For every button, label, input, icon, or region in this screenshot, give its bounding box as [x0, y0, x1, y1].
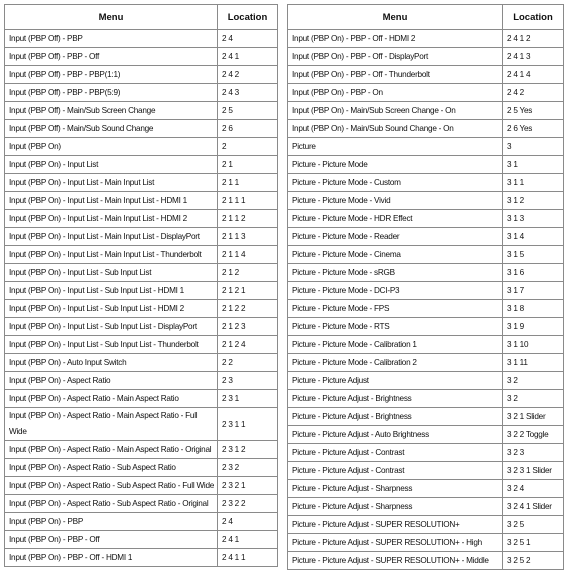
- location-cell: 3 1 4: [503, 228, 564, 246]
- menu-path-cell: Picture - Picture Mode - HDR Effect: [288, 210, 503, 228]
- location-cell: 3 1 6: [503, 264, 564, 282]
- menu-path-cell: Picture - Picture Adjust - SUPER RESOLUTION+ - Middle: [288, 552, 503, 570]
- location-cell: 2 1: [218, 156, 278, 174]
- location-cell: 2 4 2: [218, 66, 278, 84]
- location-cell: 2 1 1: [218, 174, 278, 192]
- menu-path-cell: Input (PBP Off) - PBP - PBP(1:1): [5, 66, 218, 84]
- table-row: [288, 84, 564, 102]
- location-cell: 3 2 2 Toggle: [503, 426, 564, 444]
- table-row: [5, 531, 278, 549]
- table-row: [5, 48, 278, 66]
- table-header-row: [5, 5, 278, 30]
- location-cell: 3 1 8: [503, 300, 564, 318]
- menu-path-cell: Picture - Picture Mode - Cinema: [288, 246, 503, 264]
- location-cell: 2 4 1 4: [503, 66, 564, 84]
- table-row: [5, 210, 278, 228]
- location-cell: 3 1 1: [503, 174, 564, 192]
- menu-path-cell: Picture - Picture Mode - sRGB: [288, 264, 503, 282]
- table-row: [5, 264, 278, 282]
- table-row: [288, 246, 564, 264]
- menu-path-cell: Input (PBP On) - Input List - Main Input List: [5, 174, 218, 192]
- menu-path-cell: Input (PBP On) - Input List - Main Input List - HDMI 2: [5, 210, 218, 228]
- table-row: [288, 426, 564, 444]
- location-cell: 2 6: [218, 120, 278, 138]
- menu-path-cell: Input (PBP On): [5, 138, 218, 156]
- table-row: [5, 66, 278, 84]
- location-column-header: Location: [503, 5, 564, 30]
- menu-column-header: Menu: [5, 5, 218, 30]
- location-cell: 3 1 5: [503, 246, 564, 264]
- table-row: [288, 174, 564, 192]
- table-row: [288, 480, 564, 498]
- menu-path-cell: Input (PBP On) - Input List - Sub Input List - DisplayPort: [5, 318, 218, 336]
- table-row: [288, 264, 564, 282]
- table-row: [5, 84, 278, 102]
- location-column-header: Location: [218, 5, 278, 30]
- location-cell: 2 1 1 3: [218, 228, 278, 246]
- menu-table-left-body: [5, 30, 278, 567]
- menu-path-cell: Input (PBP On) - Main/Sub Screen Change - On: [288, 102, 503, 120]
- table-row: [288, 192, 564, 210]
- table-row: [288, 516, 564, 534]
- table-row: [5, 549, 278, 567]
- location-cell: 2 1 2 1: [218, 282, 278, 300]
- menu-path-cell: Input (PBP On) - PBP - Off - HDMI 2: [288, 30, 503, 48]
- table-row: [288, 534, 564, 552]
- menu-path-cell: Input (PBP Off) - PBP: [5, 30, 218, 48]
- location-cell: 2 5 Yes: [503, 102, 564, 120]
- menu-path-cell: Picture - Picture Adjust: [288, 372, 503, 390]
- menu-path-cell: Picture - Picture Mode: [288, 156, 503, 174]
- table-row: [5, 372, 278, 390]
- menu-path-cell: Picture: [288, 138, 503, 156]
- menu-path-cell: Picture - Picture Adjust - SUPER RESOLUTION+ - High: [288, 534, 503, 552]
- location-cell: 2 1 2 3: [218, 318, 278, 336]
- menu-path-cell: Input (PBP On) - Input List - Sub Input List - HDMI 2: [5, 300, 218, 318]
- location-cell: 3 1 2: [503, 192, 564, 210]
- table-row: [5, 390, 278, 408]
- menu-path-cell: Picture - Picture Adjust - Sharpness: [288, 498, 503, 516]
- location-cell: 2 3 1 1: [218, 408, 278, 441]
- menu-path-cell: Picture - Picture Mode - Reader: [288, 228, 503, 246]
- table-row: [5, 138, 278, 156]
- location-cell: 2 1 1 4: [218, 246, 278, 264]
- table-row: [288, 444, 564, 462]
- table-row: [288, 372, 564, 390]
- menu-path-cell: Picture - Picture Mode - RTS: [288, 318, 503, 336]
- menu-path-cell: Picture - Picture Mode - Custom: [288, 174, 503, 192]
- menu-path-cell: Picture - Picture Adjust - Brightness: [288, 390, 503, 408]
- table-row: [288, 30, 564, 48]
- location-cell: 3 2: [503, 372, 564, 390]
- menu-column-header: Menu: [288, 5, 503, 30]
- table-row: [5, 513, 278, 531]
- table-row: [288, 102, 564, 120]
- location-cell: 3 2: [503, 390, 564, 408]
- menu-path-cell: Picture - Picture Mode - Vivid: [288, 192, 503, 210]
- location-cell: 3 2 3: [503, 444, 564, 462]
- location-cell: 2 6 Yes: [503, 120, 564, 138]
- table-row: [288, 318, 564, 336]
- table-row: [288, 66, 564, 84]
- table-row: [288, 120, 564, 138]
- menu-path-cell: Picture - Picture Adjust - Sharpness: [288, 480, 503, 498]
- table-row: [5, 408, 278, 441]
- table-row: [288, 156, 564, 174]
- location-cell: 3 1 7: [503, 282, 564, 300]
- table-row: [5, 120, 278, 138]
- table-row: [5, 459, 278, 477]
- location-cell: 3 2 1 Slider: [503, 408, 564, 426]
- location-cell: 2 4: [218, 30, 278, 48]
- location-cell: 3 1 3: [503, 210, 564, 228]
- location-cell: 3 2 5 2: [503, 552, 564, 570]
- table-header-row: [288, 5, 564, 30]
- menu-path-cell: Input (PBP On) - Aspect Ratio - Sub Aspect Ratio - Original: [5, 495, 218, 513]
- table-row: [5, 477, 278, 495]
- location-cell: 2 3: [218, 372, 278, 390]
- table-row: [5, 228, 278, 246]
- table-row: [288, 462, 564, 480]
- location-cell: 2 4: [218, 513, 278, 531]
- table-row: [288, 282, 564, 300]
- menu-path-cell: Input (PBP On) - Aspect Ratio - Main Aspect Ratio: [5, 390, 218, 408]
- location-cell: 2 4 2: [503, 84, 564, 102]
- menu-path-cell: Input (PBP Off) - Main/Sub Sound Change: [5, 120, 218, 138]
- menu-path-cell: Input (PBP Off) - PBP - Off: [5, 48, 218, 66]
- location-cell: 3 1: [503, 156, 564, 174]
- menu-path-cell: Input (PBP On) - Auto Input Switch: [5, 354, 218, 372]
- table-row: [5, 495, 278, 513]
- menu-path-cell: Input (PBP On) - PBP - Off - HDMI 1: [5, 549, 218, 567]
- table-row: [288, 408, 564, 426]
- location-cell: 2 4 1 3: [503, 48, 564, 66]
- menu-path-cell: Input (PBP On) - Input List - Sub Input List - Thunderbolt: [5, 336, 218, 354]
- location-cell: 2 3 1: [218, 390, 278, 408]
- table-row: [5, 156, 278, 174]
- menu-path-cell: Picture - Picture Adjust - SUPER RESOLUTION+: [288, 516, 503, 534]
- menu-path-cell: Picture - Picture Adjust - Auto Brightness: [288, 426, 503, 444]
- location-cell: 2 4 1: [218, 531, 278, 549]
- menu-path-cell: Picture - Picture Mode - DCI-P3: [288, 282, 503, 300]
- menu-path-cell: Input (PBP On) - Input List: [5, 156, 218, 174]
- location-cell: 3 2 5 1: [503, 534, 564, 552]
- location-cell: 3 2 4: [503, 480, 564, 498]
- menu-table-right: [287, 4, 564, 570]
- location-cell: 2 3 1 2: [218, 441, 278, 459]
- table-row: [5, 30, 278, 48]
- location-cell: 2 4 1 2: [503, 30, 564, 48]
- location-cell: 2 3 2: [218, 459, 278, 477]
- table-row: [288, 228, 564, 246]
- menu-path-cell: Input (PBP On) - PBP - On: [288, 84, 503, 102]
- location-cell: 2 1 2 2: [218, 300, 278, 318]
- menu-path-cell: Input (PBP On) - PBP - Off - DisplayPort: [288, 48, 503, 66]
- location-cell: 2 1 1 2: [218, 210, 278, 228]
- location-cell: 3 2 3 1 Slider: [503, 462, 564, 480]
- table-row: [5, 282, 278, 300]
- table-row: [288, 210, 564, 228]
- menu-path-cell: Input (PBP Off) - PBP - PBP(5:9): [5, 84, 218, 102]
- location-cell: 3 1 9: [503, 318, 564, 336]
- location-cell: 2 4 1 1: [218, 549, 278, 567]
- menu-path-cell: Input (PBP On) - PBP - Off: [5, 531, 218, 549]
- location-cell: 2 2: [218, 354, 278, 372]
- table-row: [288, 354, 564, 372]
- menu-path-cell: Input (PBP On) - Input List - Sub Input List: [5, 264, 218, 282]
- menu-path-cell: Picture - Picture Adjust - Contrast: [288, 444, 503, 462]
- menu-path-cell: Input (PBP On) - Input List - Main Input List - DisplayPort: [5, 228, 218, 246]
- menu-path-cell: Picture - Picture Mode - Calibration 1: [288, 336, 503, 354]
- table-row: [5, 300, 278, 318]
- menu-path-cell: Input (PBP On) - Aspect Ratio - Main Aspect Ratio - Original: [5, 441, 218, 459]
- location-cell: 3 2 4 1 Slider: [503, 498, 564, 516]
- location-cell: 2 1 2: [218, 264, 278, 282]
- menu-path-cell: Input (PBP On) - PBP: [5, 513, 218, 531]
- location-cell: 2 5: [218, 102, 278, 120]
- menu-path-cell: Picture - Picture Mode - FPS: [288, 300, 503, 318]
- location-cell: 3 2 5: [503, 516, 564, 534]
- menu-path-cell: Input (PBP On) - Aspect Ratio: [5, 372, 218, 390]
- location-cell: 2 4 3: [218, 84, 278, 102]
- table-row: [5, 336, 278, 354]
- menu-path-cell: Picture - Picture Adjust - Brightness: [288, 408, 503, 426]
- table-row: [288, 498, 564, 516]
- menu-table-left: [4, 4, 278, 567]
- location-cell: 2 4 1: [218, 48, 278, 66]
- location-cell: 2 3 2 2: [218, 495, 278, 513]
- table-row: [5, 441, 278, 459]
- menu-path-cell: Input (PBP On) - Main/Sub Sound Change - On: [288, 120, 503, 138]
- menu-path-cell: Input (PBP On) - Aspect Ratio - Sub Aspect Ratio: [5, 459, 218, 477]
- location-cell: 3 1 10: [503, 336, 564, 354]
- menu-path-cell: Input (PBP Off) - Main/Sub Screen Change: [5, 102, 218, 120]
- menu-path-cell: Input (PBP On) - Input List - Main Input List - HDMI 1: [5, 192, 218, 210]
- menu-path-cell: Input (PBP On) - Input List - Sub Input List - HDMI 1: [5, 282, 218, 300]
- table-row: [288, 390, 564, 408]
- table-row: [5, 102, 278, 120]
- table-row: [288, 138, 564, 156]
- location-cell: 3: [503, 138, 564, 156]
- location-cell: 3 1 11: [503, 354, 564, 372]
- menu-path-cell: Input (PBP On) - Aspect Ratio - Sub Aspect Ratio - Full Wide: [5, 477, 218, 495]
- table-row: [288, 552, 564, 570]
- location-cell: 2 1 2 4: [218, 336, 278, 354]
- table-row: [5, 246, 278, 264]
- location-cell: 2: [218, 138, 278, 156]
- menu-path-cell: Input (PBP On) - Input List - Main Input List - Thunderbolt: [5, 246, 218, 264]
- table-row: [288, 48, 564, 66]
- menu-table-right-body: [288, 30, 564, 570]
- location-cell: 2 1 1 1: [218, 192, 278, 210]
- menu-path-cell: Picture - Picture Adjust - Contrast: [288, 462, 503, 480]
- table-row: [288, 336, 564, 354]
- table-row: [5, 192, 278, 210]
- table-row: [5, 318, 278, 336]
- menu-path-cell: Input (PBP On) - PBP - Off - Thunderbolt: [288, 66, 503, 84]
- menu-path-cell: Picture - Picture Mode - Calibration 2: [288, 354, 503, 372]
- location-cell: 2 3 2 1: [218, 477, 278, 495]
- table-row: [5, 174, 278, 192]
- menu-path-cell: Input (PBP On) - Aspect Ratio - Main Aspect Ratio - Full Wide: [5, 408, 218, 441]
- table-row: [5, 354, 278, 372]
- table-row: [288, 300, 564, 318]
